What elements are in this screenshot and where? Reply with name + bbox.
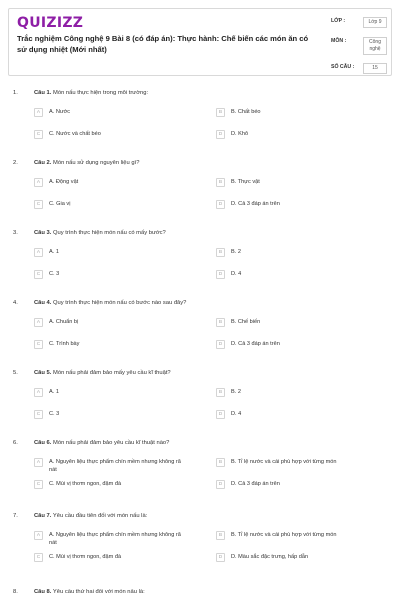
option-letter: C xyxy=(34,200,43,209)
option-a[interactable] xyxy=(34,248,204,260)
option-text: B. Chất béo xyxy=(231,109,261,115)
question-number: 5. xyxy=(13,370,18,376)
question-4 xyxy=(0,300,400,370)
option-d[interactable] xyxy=(216,410,391,422)
option-letter: C xyxy=(34,270,43,279)
question-text xyxy=(34,513,147,519)
option-d[interactable] xyxy=(216,200,391,212)
option-letter: C xyxy=(34,410,43,419)
option-letter: D xyxy=(216,553,225,562)
question-body: Quy trình thực hiện món nấu có bước nào sau đây? xyxy=(53,300,187,306)
option-c[interactable] xyxy=(34,270,204,282)
question-text xyxy=(34,90,148,96)
question-text xyxy=(34,300,186,306)
question-number: 8. xyxy=(13,589,18,595)
option-text: B. Tỉ lệ nước và cái phù hợp với từng món xyxy=(231,532,337,538)
question-5 xyxy=(0,370,400,440)
subject-label: MÔN : xyxy=(331,38,347,44)
option-b[interactable] xyxy=(216,388,391,400)
option-text: D. Khô xyxy=(231,131,249,137)
option-letter: C xyxy=(34,480,43,489)
option-text: B. Thực vật xyxy=(231,179,260,185)
question-body: Yêu cầu thứ hai đối với món nấu là: xyxy=(52,589,145,595)
grade-value: Lớp 9 xyxy=(363,17,387,28)
option-d[interactable] xyxy=(216,340,391,352)
option-b[interactable] xyxy=(216,178,391,190)
count-value: 15 xyxy=(363,63,387,74)
option-b[interactable] xyxy=(216,248,391,260)
question-label: Câu 7. xyxy=(34,513,52,519)
option-b[interactable] xyxy=(216,318,391,330)
option-a[interactable] xyxy=(34,388,204,400)
option-c[interactable] xyxy=(34,410,204,422)
option-text: C. Trình bày xyxy=(49,341,80,347)
option-c[interactable] xyxy=(34,553,204,565)
option-letter: A xyxy=(34,108,43,117)
quizizz-logo: QUIZIZZ xyxy=(17,15,84,31)
option-d[interactable] xyxy=(216,553,391,565)
option-letter: C xyxy=(34,130,43,139)
grade-label: LỚP : xyxy=(331,18,346,24)
option-letter: A xyxy=(34,178,43,187)
question-body: Yêu cầu đầu tiên đối với món nấu là: xyxy=(52,513,148,519)
count-label: SỐ CÂU : xyxy=(331,64,355,70)
option-text: C. Nước và chất béo xyxy=(49,131,101,137)
option-text: D. 4 xyxy=(231,411,242,417)
question-body: Món nấu phải đảm bảo yêu cầu kĩ thuật nào? xyxy=(53,440,170,446)
question-number: 3. xyxy=(13,230,18,236)
option-letter: A xyxy=(34,531,43,540)
option-text: D. Màu sắc đặc trưng, hấp dẫn xyxy=(231,554,309,560)
option-text: A. Chuẩn bị xyxy=(49,319,79,325)
option-text: C. 3 xyxy=(49,271,60,277)
question-text xyxy=(34,370,171,376)
option-text: C. Mùi vị thơm ngon, đậm đà xyxy=(49,481,122,487)
option-text: D. Cả 3 đáp án trên xyxy=(231,481,280,487)
worksheet-title: Trắc nghiệm Công nghệ 9 Bài 8 (có đáp án): Thực hành: Chế biến các món ăn có sử dụng nhiệt (Mới nhất) xyxy=(17,34,309,54)
option-a[interactable] xyxy=(34,178,204,190)
option-a[interactable] xyxy=(34,318,204,330)
option-text: A. Nước xyxy=(49,109,71,115)
option-letter: B xyxy=(216,458,225,467)
question-3 xyxy=(0,230,400,300)
option-d[interactable] xyxy=(216,480,391,492)
option-text: C. Mùi vị thơm ngon, đậm đà xyxy=(49,554,122,560)
option-text: A. 1 xyxy=(49,389,59,395)
option-text: A. Nguyên liệu thực phẩm chín mềm nhưng không rã nát xyxy=(49,532,181,546)
option-letter: D xyxy=(216,340,225,349)
option-letter: C xyxy=(34,553,43,562)
option-letter: A xyxy=(34,248,43,257)
option-c[interactable] xyxy=(34,130,204,142)
question-label: Câu 4. xyxy=(34,300,52,306)
option-text: B. Chế biến xyxy=(231,319,261,325)
option-text: B. Tỉ lệ nước và cái phù hợp với từng món xyxy=(231,459,337,465)
question-6 xyxy=(0,440,400,510)
option-c[interactable] xyxy=(34,200,204,212)
question-text xyxy=(34,440,169,446)
option-letter: B xyxy=(216,388,225,397)
option-b[interactable] xyxy=(216,531,391,543)
option-letter: D xyxy=(216,480,225,489)
subject-value: Công nghệ xyxy=(363,37,387,55)
question-text xyxy=(34,589,145,595)
option-text: D. 4 xyxy=(231,271,242,277)
option-letter: D xyxy=(216,200,225,209)
option-a[interactable] xyxy=(34,458,204,473)
question-number: 6. xyxy=(13,440,18,446)
option-text: D. Cả 3 đáp án trên xyxy=(231,201,280,207)
question-label: Câu 6. xyxy=(34,440,52,446)
question-2 xyxy=(0,160,400,230)
question-label: Câu 2. xyxy=(34,160,52,166)
question-label: Câu 3. xyxy=(34,230,52,236)
question-text xyxy=(34,230,166,236)
question-1 xyxy=(0,90,400,160)
question-number: 1. xyxy=(13,90,18,96)
option-d[interactable] xyxy=(216,270,391,282)
question-body: Món nấu thực hiện trong môi trường: xyxy=(53,90,149,96)
question-body: Món nấu phải đảm bảo mấy yêu cầu kĩ thuật? xyxy=(53,370,171,376)
option-letter: C xyxy=(34,340,43,349)
option-letter: D xyxy=(216,410,225,419)
option-letter: B xyxy=(216,531,225,540)
question-number: 4. xyxy=(13,300,18,306)
question-number: 7. xyxy=(13,513,18,519)
option-text: C. 3 xyxy=(49,411,60,417)
question-label: Câu 8. xyxy=(34,589,52,595)
option-a[interactable] xyxy=(34,531,204,546)
option-letter: A xyxy=(34,318,43,327)
option-letter: B xyxy=(216,318,225,327)
question-label: Câu 5. xyxy=(34,370,52,376)
question-7 xyxy=(0,513,400,583)
option-a[interactable] xyxy=(34,108,204,120)
option-letter: A xyxy=(34,388,43,397)
option-text: A. Nguyên liệu thực phẩm chín mềm nhưng không rã nát xyxy=(49,459,181,473)
option-letter: A xyxy=(34,458,43,467)
question-8 xyxy=(0,589,400,600)
question-text xyxy=(34,160,139,166)
option-b[interactable] xyxy=(216,108,391,120)
option-text: C. Gia vị xyxy=(49,201,71,207)
option-c[interactable] xyxy=(34,340,204,352)
option-text: B. 2 xyxy=(231,389,241,395)
option-text: A. 1 xyxy=(49,249,59,255)
option-letter: B xyxy=(216,248,225,257)
option-c[interactable] xyxy=(34,480,204,492)
option-text: D. Cả 3 đáp án trên xyxy=(231,341,280,347)
option-letter: D xyxy=(216,130,225,139)
option-letter: D xyxy=(216,270,225,279)
option-letter: B xyxy=(216,178,225,187)
question-body: Món nấu sử dụng nguyên liệu gì? xyxy=(53,160,140,166)
question-label: Câu 1. xyxy=(34,90,52,96)
question-body: Quy trình thực hiện món nấu có mấy bước? xyxy=(53,230,166,236)
option-b[interactable] xyxy=(216,458,391,470)
option-text: B. 2 xyxy=(231,249,241,255)
option-d[interactable] xyxy=(216,130,391,142)
question-number: 2. xyxy=(13,160,18,166)
option-text: A. Động vật xyxy=(49,179,79,185)
option-letter: B xyxy=(216,108,225,117)
